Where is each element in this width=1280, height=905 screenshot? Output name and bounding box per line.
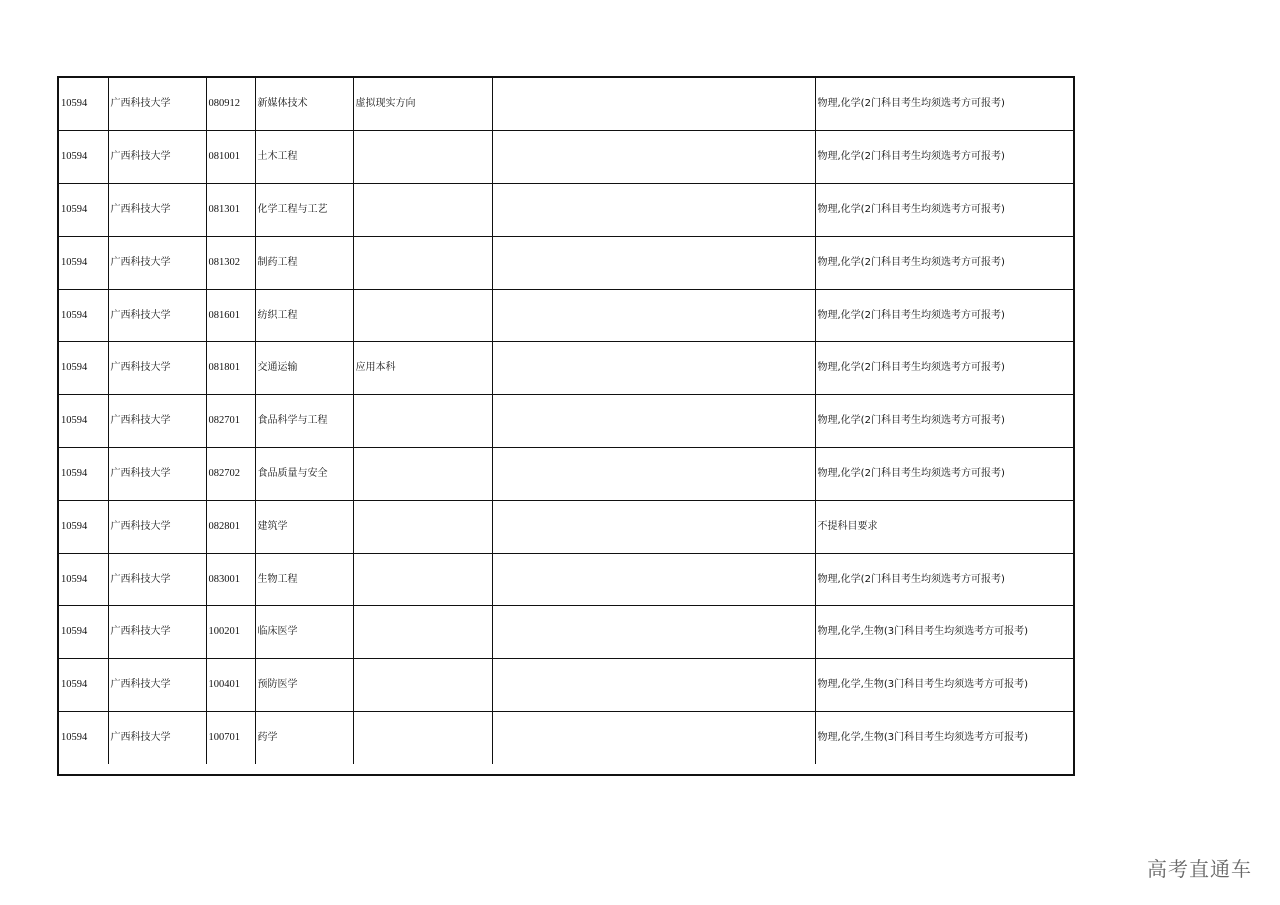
school-name-cell: 广西科技大学 xyxy=(108,236,206,289)
school-code-cell: 10594 xyxy=(59,500,108,553)
major-name-cell: 建筑学 xyxy=(255,500,353,553)
table-row xyxy=(59,289,1073,342)
major-name-cell: 制药工程 xyxy=(255,236,353,289)
table-row xyxy=(59,342,1073,395)
school-name-cell: 广西科技大学 xyxy=(108,448,206,501)
school-code-cell: 10594 xyxy=(59,236,108,289)
note-cell: 虚拟现实方向 xyxy=(353,78,492,131)
note-cell xyxy=(353,131,492,184)
table-row xyxy=(59,131,1073,184)
major-code-cell: 081302 xyxy=(206,236,255,289)
major-code-cell: 081801 xyxy=(206,342,255,395)
subject-requirement-cell: 物理,化学(2门科目考生均须选考方可报考) xyxy=(815,131,1073,184)
subject-requirement-cell: 物理,化学,生物(3门科目考生均须选考方可报考) xyxy=(815,659,1073,712)
extra-cell xyxy=(492,606,815,659)
table-row xyxy=(59,500,1073,553)
school-code-cell: 10594 xyxy=(59,395,108,448)
school-name-cell: 广西科技大学 xyxy=(108,184,206,237)
major-code-cell: 100201 xyxy=(206,606,255,659)
data-table xyxy=(59,78,1073,764)
extra-cell xyxy=(492,236,815,289)
note-cell xyxy=(353,553,492,606)
subject-requirement-cell: 物理,化学(2门科目考生均须选考方可报考) xyxy=(815,395,1073,448)
note-cell xyxy=(353,712,492,765)
note-cell xyxy=(353,448,492,501)
extra-cell xyxy=(492,553,815,606)
extra-cell xyxy=(492,395,815,448)
school-code-cell: 10594 xyxy=(59,553,108,606)
major-name-cell: 药学 xyxy=(255,712,353,765)
subject-requirement-cell: 物理,化学(2门科目考生均须选考方可报考) xyxy=(815,342,1073,395)
major-name-cell: 预防医学 xyxy=(255,659,353,712)
subject-requirement-cell: 物理,化学(2门科目考生均须选考方可报考) xyxy=(815,78,1073,131)
table-body xyxy=(59,78,1073,764)
note-cell xyxy=(353,500,492,553)
data-table-frame xyxy=(57,76,1075,776)
table-row xyxy=(59,553,1073,606)
school-code-cell: 10594 xyxy=(59,289,108,342)
school-code-cell: 10594 xyxy=(59,712,108,765)
subject-requirement-cell: 物理,化学(2门科目考生均须选考方可报考) xyxy=(815,184,1073,237)
school-code-cell: 10594 xyxy=(59,342,108,395)
extra-cell xyxy=(492,342,815,395)
major-name-cell: 食品科学与工程 xyxy=(255,395,353,448)
extra-cell xyxy=(492,500,815,553)
major-code-cell: 100401 xyxy=(206,659,255,712)
subject-requirement-cell: 物理,化学,生物(3门科目考生均须选考方可报考) xyxy=(815,606,1073,659)
note-cell xyxy=(353,236,492,289)
table-row xyxy=(59,712,1073,765)
note-cell: 应用本科 xyxy=(353,342,492,395)
school-name-cell: 广西科技大学 xyxy=(108,131,206,184)
major-name-cell: 临床医学 xyxy=(255,606,353,659)
major-code-cell: 082701 xyxy=(206,395,255,448)
note-cell xyxy=(353,184,492,237)
school-code-cell: 10594 xyxy=(59,606,108,659)
table-row xyxy=(59,448,1073,501)
note-cell xyxy=(353,659,492,712)
subject-requirement-cell: 物理,化学(2门科目考生均须选考方可报考) xyxy=(815,553,1073,606)
major-name-cell: 化学工程与工艺 xyxy=(255,184,353,237)
major-code-cell: 100701 xyxy=(206,712,255,765)
extra-cell xyxy=(492,78,815,131)
watermark: 高考直通车 xyxy=(1147,857,1252,881)
subject-requirement-cell: 物理,化学(2门科目考生均须选考方可报考) xyxy=(815,448,1073,501)
school-name-cell: 广西科技大学 xyxy=(108,78,206,131)
school-name-cell: 广西科技大学 xyxy=(108,395,206,448)
subject-requirement-cell: 物理,化学(2门科目考生均须选考方可报考) xyxy=(815,289,1073,342)
table-row xyxy=(59,606,1073,659)
table-row xyxy=(59,659,1073,712)
major-name-cell: 新媒体技术 xyxy=(255,78,353,131)
school-name-cell: 广西科技大学 xyxy=(108,659,206,712)
school-name-cell: 广西科技大学 xyxy=(108,342,206,395)
major-code-cell: 081301 xyxy=(206,184,255,237)
extra-cell xyxy=(492,448,815,501)
school-name-cell: 广西科技大学 xyxy=(108,606,206,659)
note-cell xyxy=(353,395,492,448)
major-name-cell: 纺织工程 xyxy=(255,289,353,342)
table-row xyxy=(59,236,1073,289)
extra-cell xyxy=(492,712,815,765)
school-name-cell: 广西科技大学 xyxy=(108,289,206,342)
major-name-cell: 土木工程 xyxy=(255,131,353,184)
subject-requirement-cell: 物理,化学,生物(3门科目考生均须选考方可报考) xyxy=(815,712,1073,765)
extra-cell xyxy=(492,131,815,184)
major-code-cell: 082801 xyxy=(206,500,255,553)
major-code-cell: 082702 xyxy=(206,448,255,501)
table-row xyxy=(59,395,1073,448)
school-name-cell: 广西科技大学 xyxy=(108,712,206,765)
major-name-cell: 生物工程 xyxy=(255,553,353,606)
school-code-cell: 10594 xyxy=(59,659,108,712)
major-code-cell: 083001 xyxy=(206,553,255,606)
major-code-cell: 080912 xyxy=(206,78,255,131)
table-row xyxy=(59,184,1073,237)
note-cell xyxy=(353,289,492,342)
extra-cell xyxy=(492,289,815,342)
school-name-cell: 广西科技大学 xyxy=(108,500,206,553)
school-code-cell: 10594 xyxy=(59,78,108,131)
school-code-cell: 10594 xyxy=(59,131,108,184)
major-name-cell: 食品质量与安全 xyxy=(255,448,353,501)
note-cell xyxy=(353,606,492,659)
major-name-cell: 交通运输 xyxy=(255,342,353,395)
school-name-cell: 广西科技大学 xyxy=(108,553,206,606)
subject-requirement-cell: 不提科目要求 xyxy=(815,500,1073,553)
school-code-cell: 10594 xyxy=(59,184,108,237)
major-code-cell: 081001 xyxy=(206,131,255,184)
extra-cell xyxy=(492,184,815,237)
major-code-cell: 081601 xyxy=(206,289,255,342)
school-code-cell: 10594 xyxy=(59,448,108,501)
extra-cell xyxy=(492,659,815,712)
subject-requirement-cell: 物理,化学(2门科目考生均须选考方可报考) xyxy=(815,236,1073,289)
table-row xyxy=(59,78,1073,131)
